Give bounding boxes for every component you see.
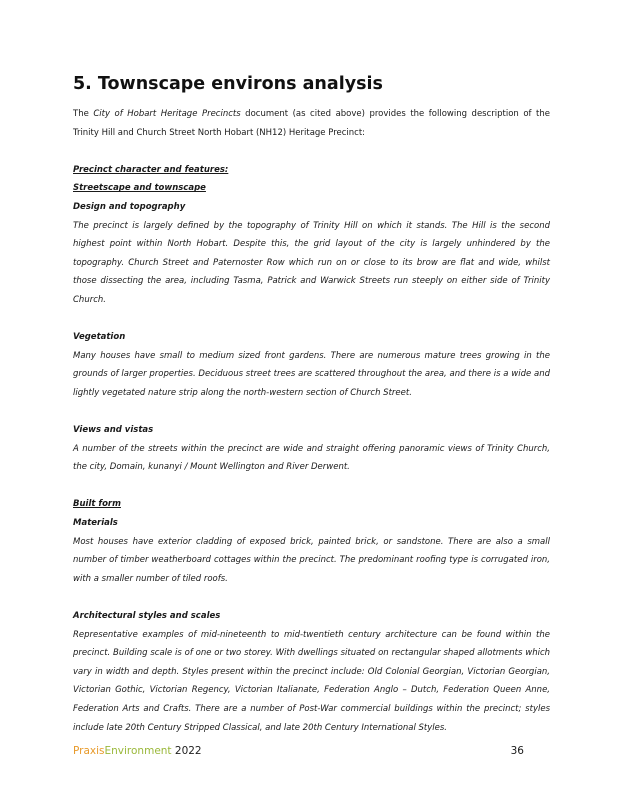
precinct-heading: Precinct character and features: <box>73 164 229 175</box>
page-content <box>73 72 550 737</box>
brand-praxis: Praxis <box>73 745 105 757</box>
intro-pre: The <box>73 109 94 119</box>
design-heading: Design and topography <box>73 201 186 212</box>
section-title: 5. Townscape environs analysis <box>73 74 383 94</box>
intro-post: document (as cited above) provides the following description of the Trinity Hill and Church Street North Hobart (NH12) Heritage Precinct: <box>73 109 550 138</box>
spacer <box>73 310 550 329</box>
architecture-text: Representative examples of mid-nineteenth to mid-twentieth century architecture can be found within the precinct. Building scale is of one or two storey. With dwellings situated on rectangular shaped allotments which vary in width and depth. Styles present within the precinct include: Old Colonial Georgian, Victorian Georgian, Victorian Gothic, Victorian Regency, Victorian Italianate, Federation Anglo – Dutch, Federation Queen Anne, Federation Arts and Crafts. There are a number of Post-War commercial buildings within the precinct; styles include late 20th Century Stripped Classical, and late 20th Century International Styles. <box>73 629 550 733</box>
spacer <box>73 477 550 496</box>
architecture-heading: Architectural styles and scales <box>73 611 221 622</box>
streetscape-heading: Streetscape and townscape <box>73 183 206 194</box>
design-text: The precinct is largely defined by the topography of Trinity Hill on which it stands. The Hill is the second highest point within North Hobart. Despite this, the grid layout of the city is largely unhindered by the topography. Church Street and Paternoster Row which run on or close to its brow are flat and wide, whilst those dissecting the area, including Tasma, Patrick and Warwick Streets run steeply on either side of Trinity Church. <box>73 220 550 305</box>
page-number: 36 <box>510 745 524 757</box>
views-heading: Views and vistas <box>73 425 154 436</box>
intro-paragraph <box>73 105 550 142</box>
materials-text: Most houses have exterior cladding of exposed brick, painted brick, or sandstone. There are also a small number of timber weatherboard cottages within the precinct. The predominant roofing type is corrugated iron, with a smaller number of tiled roofs. <box>73 536 550 584</box>
spacer <box>73 142 550 161</box>
spacer <box>73 403 550 422</box>
intro-doc-title: City of Hobart Heritage Precincts <box>93 109 241 119</box>
views-text: A number of the streets within the precinct are wide and straight offering panoramic views of Trinity Church, the city, Domain, kunanyi / Mount Wellington and River Derwent. <box>73 443 550 473</box>
footer-year: 2022 <box>171 745 202 757</box>
built-form-heading: Built form <box>73 499 121 510</box>
brand-environment: Environment <box>104 745 172 757</box>
spacer <box>73 588 550 607</box>
vegetation-heading: Vegetation <box>73 332 126 343</box>
vegetation-text: Many houses have small to medium sized front gardens. There are numerous mature trees growing in the grounds of larger properties. Deciduous street trees are scattered throughout the area, and there is a wide and lightly vegetated nature strip along the north-western section of Church Street. <box>73 350 550 398</box>
materials-heading: Materials <box>73 518 118 529</box>
footer-brand <box>73 745 202 757</box>
page-footer <box>73 745 524 757</box>
